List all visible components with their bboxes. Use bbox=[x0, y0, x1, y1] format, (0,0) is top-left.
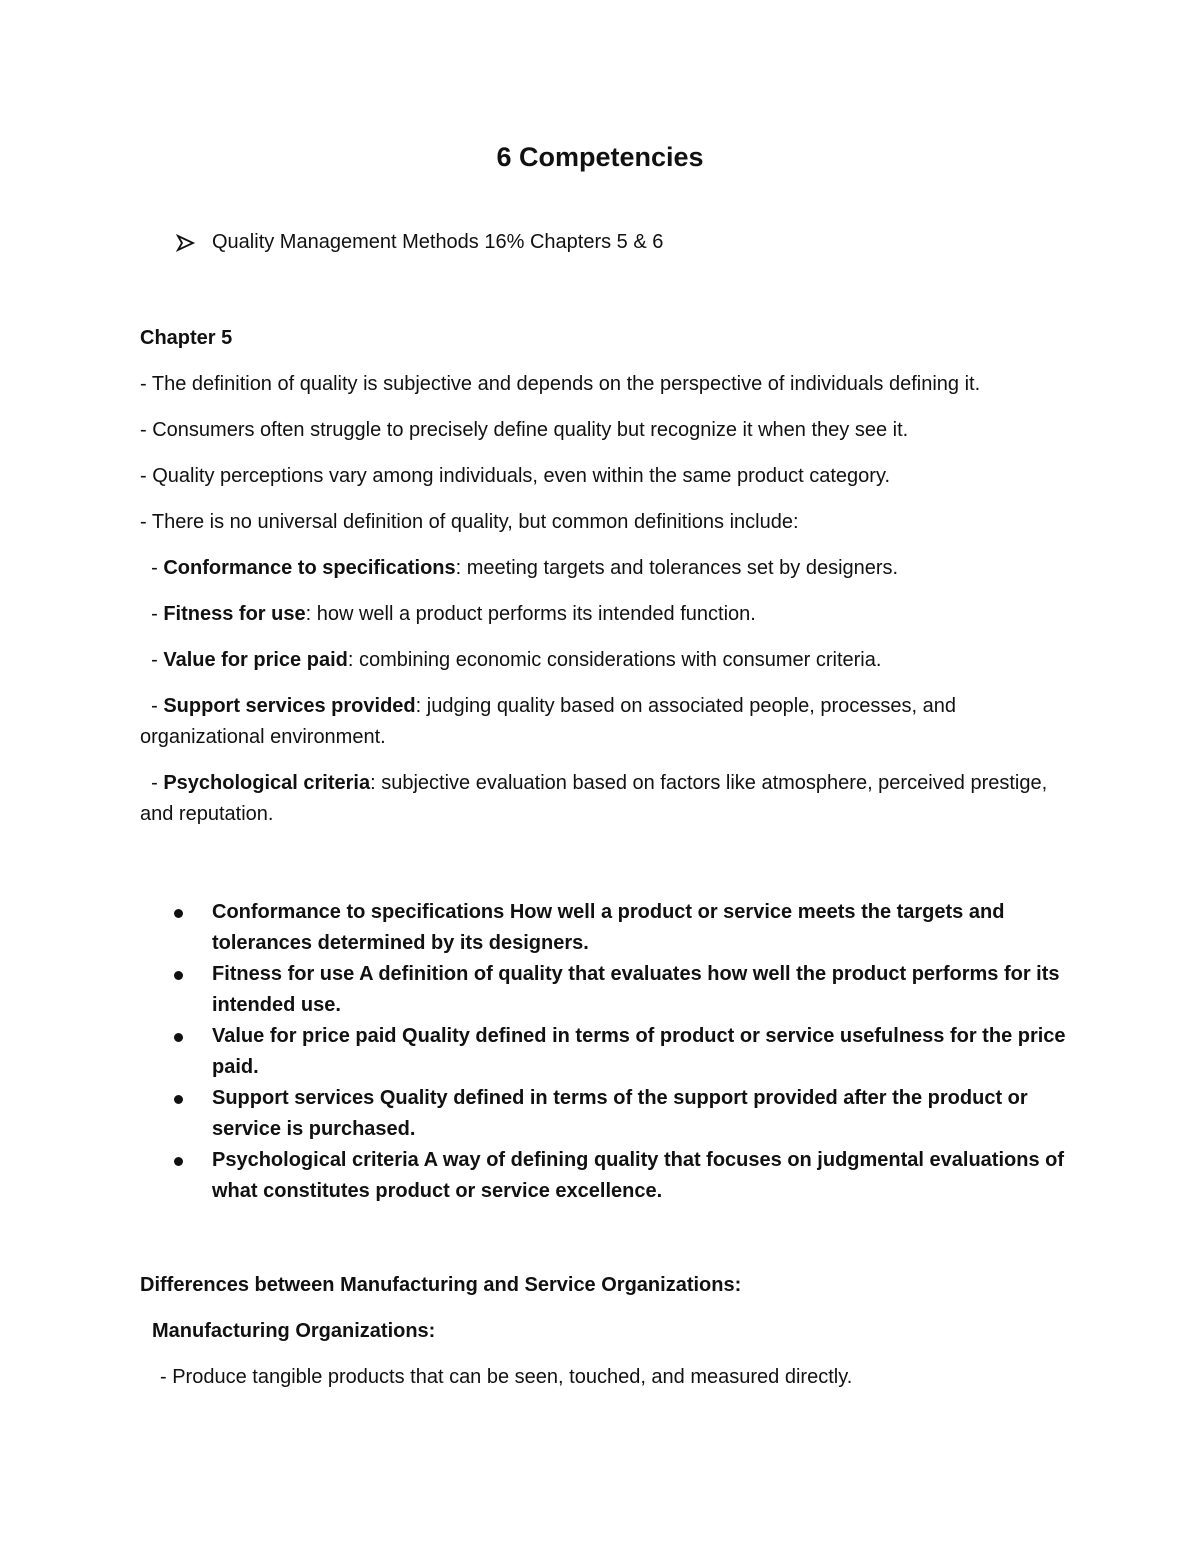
definition-item bbox=[140, 691, 1070, 753]
bullet-item-text: Support services Quality defined in terms of the support provided after the product or service is purchased. bbox=[212, 1087, 1028, 1140]
definition-prefix: - bbox=[140, 603, 164, 625]
chapter5-section bbox=[140, 323, 1070, 845]
arrow-list-item bbox=[176, 231, 663, 254]
bullet-item-text: Fitness for use A definition of quality that evaluates how well the product performs for its intended use. bbox=[212, 963, 1060, 1016]
definition-item bbox=[140, 599, 1070, 630]
definition-item bbox=[140, 553, 1070, 584]
bullet-dot-icon bbox=[174, 1157, 183, 1166]
chapter5-line: - Consumers often struggle to precisely define quality but recognize it when they see it. bbox=[140, 419, 909, 441]
bullet-dot-icon bbox=[174, 971, 183, 980]
chapter5-line: - There is no universal definition of quality, but common definitions include: bbox=[140, 511, 799, 533]
bullet-dot-icon bbox=[174, 1095, 183, 1104]
definition-prefix: - bbox=[140, 557, 164, 579]
arrow-list-item-text: Quality Management Methods 16% Chapters 5 & 6 bbox=[212, 231, 664, 253]
bullet-item-text: Psychological criteria A way of defining quality that focuses on judgmental evaluations of what constitutes product or service excellence. bbox=[212, 1149, 1065, 1202]
bullet-list bbox=[170, 897, 1070, 1207]
definition-item bbox=[140, 645, 1070, 676]
definition-term: Value for price paid bbox=[163, 649, 348, 671]
page-title: 6 Competencies bbox=[496, 142, 704, 172]
bullet-item bbox=[170, 897, 1070, 959]
differences-heading: Differences between Manufacturing and Service Organizations: bbox=[140, 1274, 742, 1296]
definition-desc: : how well a product performs its intended function. bbox=[305, 603, 756, 625]
definition-desc: : combining economic considerations with consumer criteria. bbox=[347, 649, 882, 671]
definition-prefix: - bbox=[140, 649, 164, 671]
bullet-item bbox=[170, 1083, 1070, 1145]
definition-desc: : meeting targets and tolerances set by designers. bbox=[455, 557, 899, 579]
definition-term: Support services provided bbox=[163, 695, 416, 717]
manufacturing-line: - Produce tangible products that can be seen, touched, and measured directly. bbox=[160, 1366, 853, 1388]
bullet-dot-icon bbox=[174, 909, 183, 918]
bullet-item bbox=[170, 1145, 1070, 1207]
arrow-bullet-icon bbox=[176, 233, 196, 253]
definition-desc: : subjective evaluation based on factors like atmosphere, perceived prestige, and reputation. bbox=[140, 772, 1048, 825]
chapter5-heading: Chapter 5 bbox=[140, 327, 233, 349]
definition-term: Conformance to specifications bbox=[163, 557, 456, 579]
chapter5-line: - The definition of quality is subjective and depends on the perspective of individuals defining it. bbox=[140, 373, 981, 395]
definition-term: Fitness for use bbox=[163, 603, 306, 625]
differences-section bbox=[140, 1270, 1070, 1408]
definition-item bbox=[140, 768, 1070, 830]
bullet-item bbox=[170, 959, 1070, 1021]
manufacturing-heading: Manufacturing Organizations: bbox=[152, 1320, 436, 1342]
bullet-dot-icon bbox=[174, 1033, 183, 1042]
bullet-item-text: Value for price paid Quality defined in terms of product or service usefulness for the price paid. bbox=[212, 1025, 1066, 1078]
bullet-item-text: Conformance to specifications How well a product or service meets the targets and tolerances determined by its designers. bbox=[212, 901, 1005, 954]
definition-prefix: - bbox=[140, 695, 164, 717]
definition-desc: : judging quality based on associated people, processes, and organizational environment. bbox=[140, 695, 957, 748]
bullet-item bbox=[170, 1021, 1070, 1083]
chapter5-line: - Quality perceptions vary among individuals, even within the same product category. bbox=[140, 465, 891, 487]
definition-term: Psychological criteria bbox=[163, 772, 371, 794]
definition-prefix: - bbox=[140, 772, 164, 794]
